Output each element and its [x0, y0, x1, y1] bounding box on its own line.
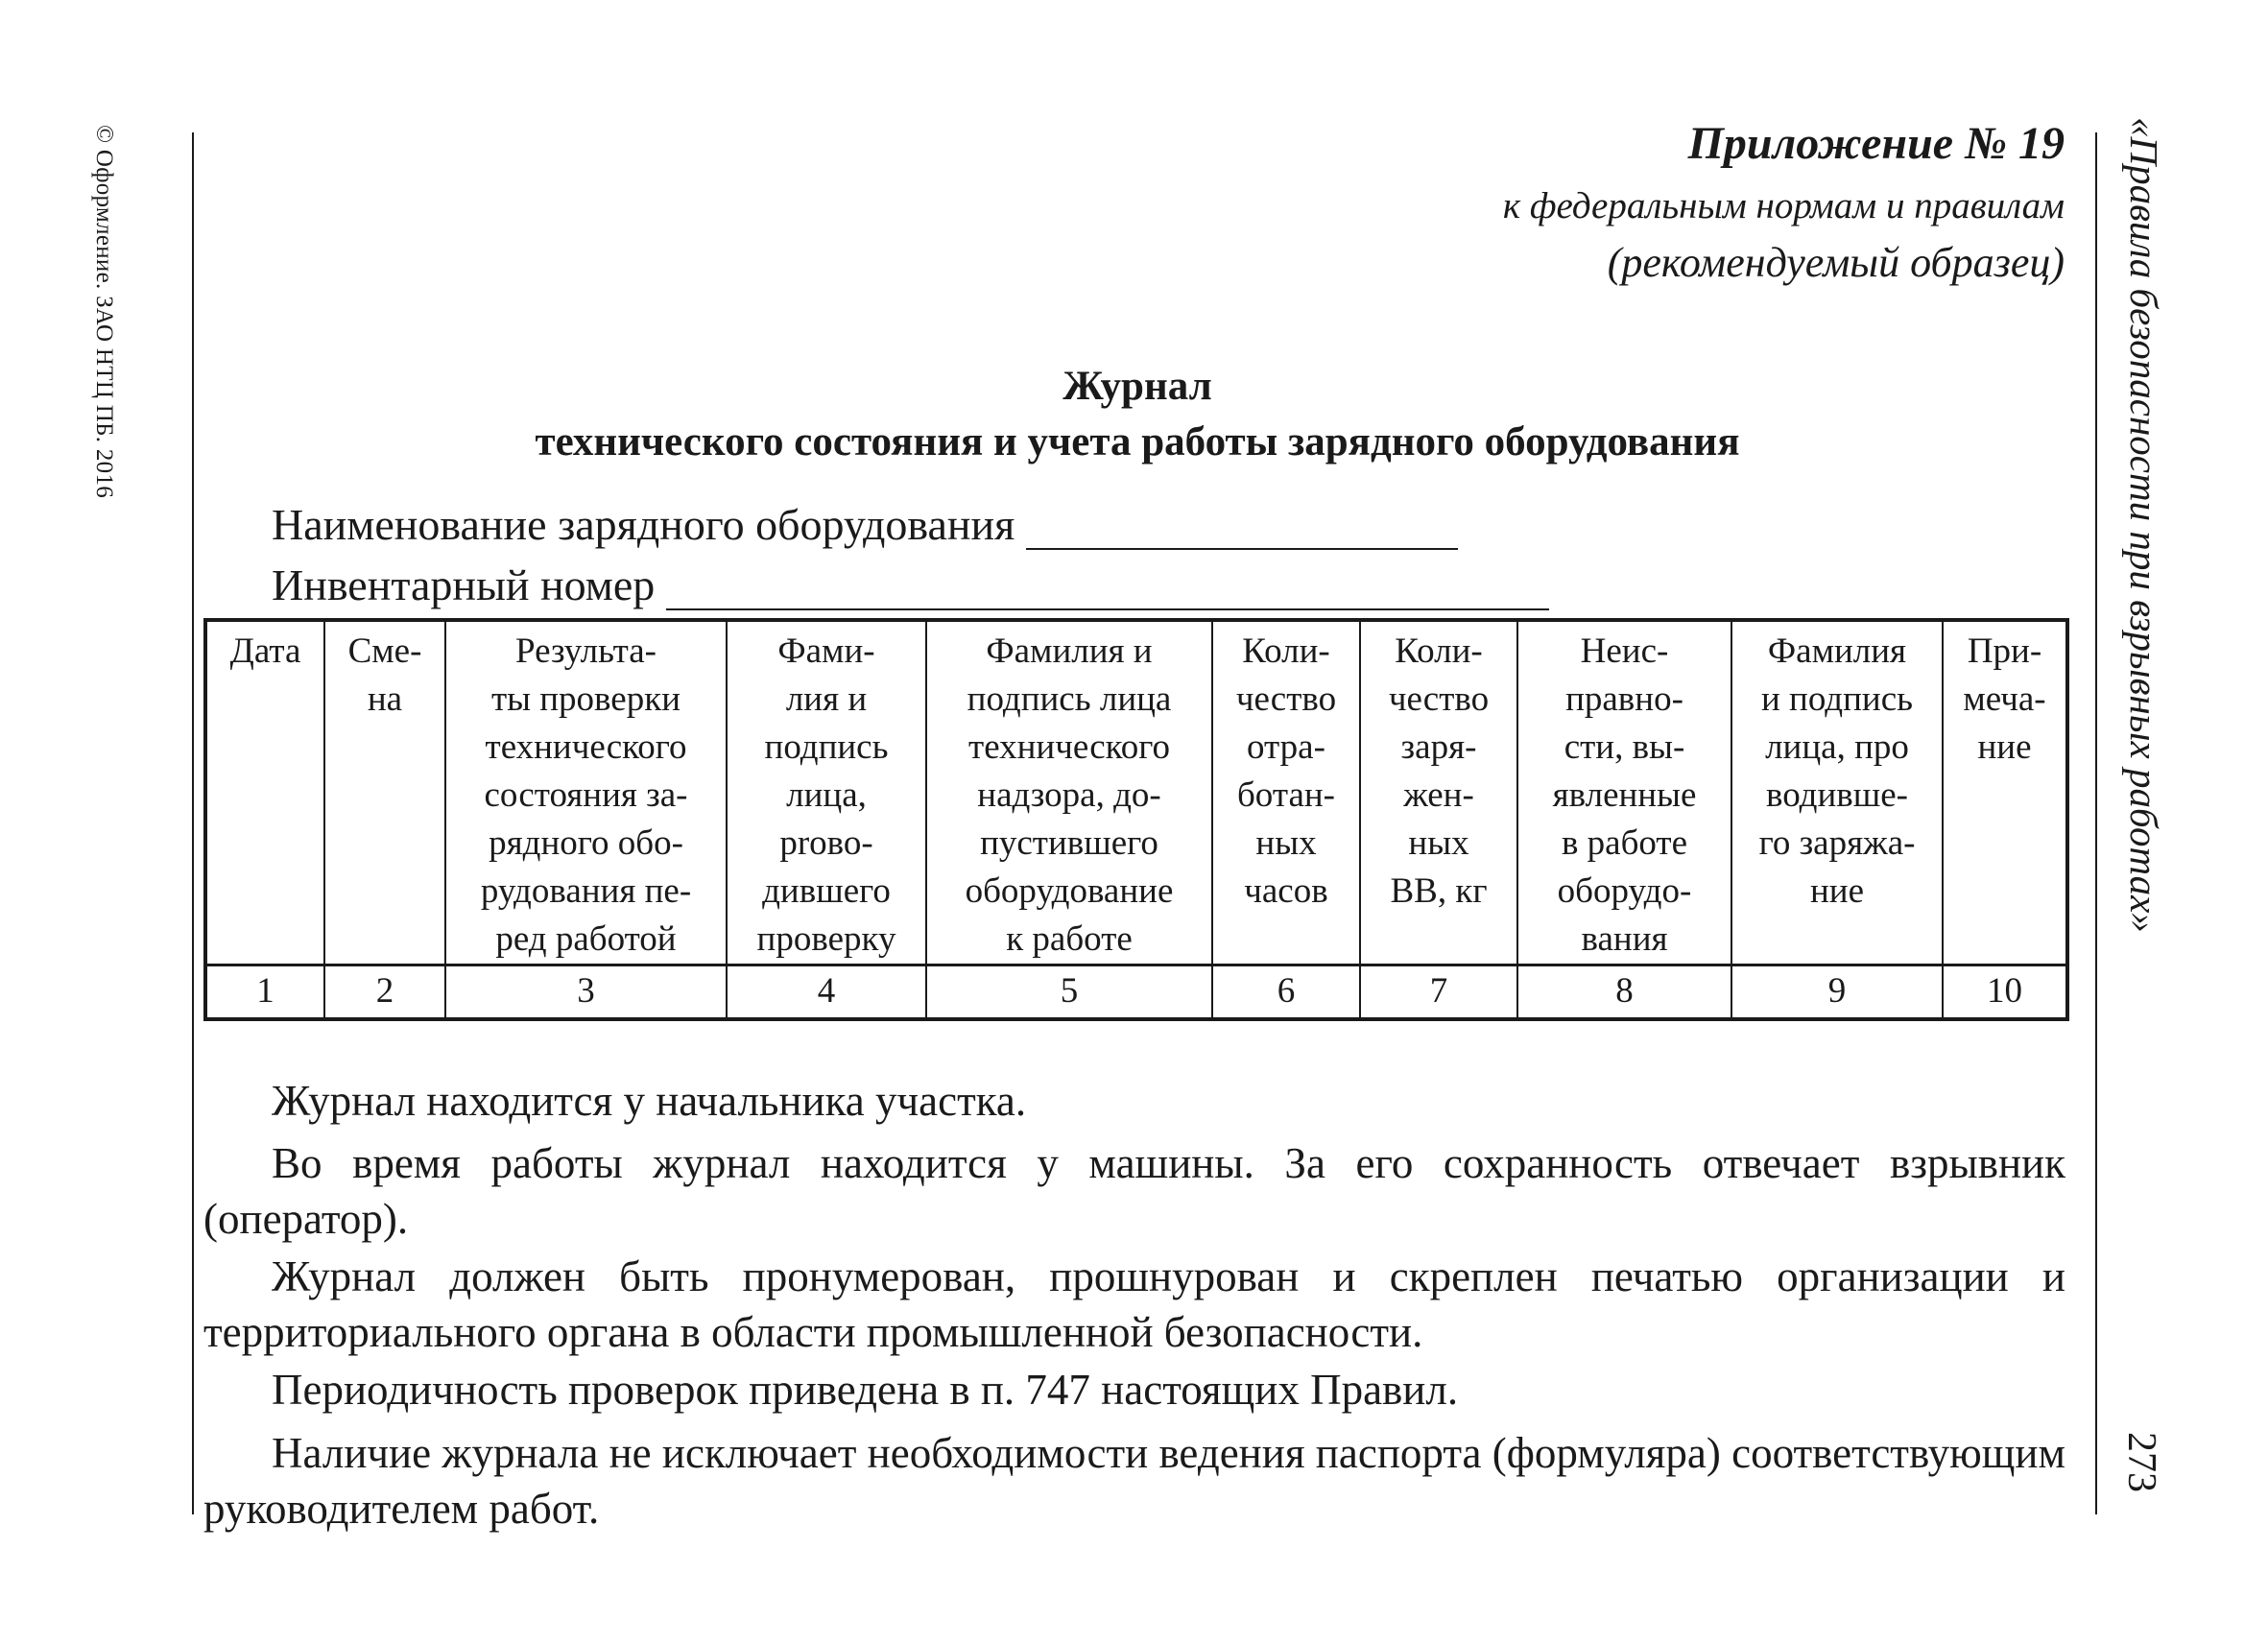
- left-margin-rule: [192, 132, 194, 1514]
- inventory-number-field: [272, 560, 1549, 610]
- column-number: 4: [727, 965, 926, 1019]
- appendix-sample-note: (рекомендуемый образец): [1607, 239, 2065, 286]
- column-number: 9: [1731, 965, 1943, 1019]
- paragraph-operator-responsibility: Во время работы журнал находится у машины. За его сохранность отвечает взрывник (оператор).: [203, 1139, 2065, 1243]
- header-check-results: Результа- ты проверки технического состояния за- рядного обо- рудования пе- ред работой: [445, 620, 727, 965]
- right-margin-rule: [2095, 132, 2097, 1514]
- header-date: Дата: [205, 620, 324, 965]
- table-header-row: [205, 620, 2067, 965]
- rules-title-side-text: «Правила безопасности при взрывных работах»: [2122, 117, 2166, 933]
- journal-table: [203, 618, 2069, 1021]
- header-hours-worked: Коли- чество отра- ботан- ных часов: [1212, 620, 1360, 965]
- column-number: 1: [205, 965, 324, 1019]
- header-inspector: Фами- лия и подпись лица, prово- дившего проверку: [727, 620, 926, 965]
- header-explosives-charged: Коли- чество заря- жен- ных ВВ, кг: [1360, 620, 1517, 965]
- paragraph-passport-note: Наличие журнала не исключает необходимости ведения паспорта (формуляра) соответствующим руководителем работ.: [203, 1429, 2065, 1533]
- column-number: 10: [1943, 965, 2067, 1019]
- paragraph-journal-location: Журнал находится у начальника участка.: [272, 1077, 1027, 1125]
- paragraph-check-periodicity: Периодичность проверок приведена в п. 747 настоящих Правил.: [272, 1366, 1459, 1414]
- inventory-number-blank-line: [666, 570, 1549, 610]
- column-number: 3: [445, 965, 727, 1019]
- copyright-side-text: © Оформление. ЗАО НТЦ ПБ. 2016: [91, 125, 117, 499]
- column-number: 6: [1212, 965, 1360, 1019]
- header-shift: Сме- на: [324, 620, 445, 965]
- journal-subtitle: технического состояния и учета работы зарядного оборудования: [535, 419, 1740, 465]
- header-supervisor: Фамилия и подпись лица технического надзора, до- пустившего оборудованиe к работе: [926, 620, 1212, 965]
- paragraph-numbering-sealing: Журнал должен быть пронумерован, прошнурован и скреплен печатью организации и территориального органа в области промышленной безопасности.: [203, 1252, 2065, 1356]
- inventory-number-label: Инвентарный номер: [272, 560, 656, 609]
- equipment-name-label: Наименование зарядного оборудования: [272, 500, 1015, 549]
- appendix-subtitle: к федеральным нормам и правилам: [1502, 185, 2065, 226]
- column-number: 7: [1360, 965, 1517, 1019]
- equipment-name-field: [272, 499, 1458, 550]
- page-number: 273: [2119, 1432, 2163, 1492]
- equipment-name-blank-line: [1026, 510, 1458, 550]
- appendix-title: Приложение № 19: [1687, 118, 2065, 169]
- column-number-row: [205, 965, 2067, 1019]
- journal-title: Журнал: [1062, 364, 1212, 409]
- header-malfunctions: Неис- правно- сти, вы- явленные в работе оборудо- вания: [1517, 620, 1731, 965]
- header-notes: При- меча- ние: [1943, 620, 2067, 965]
- column-number: 2: [324, 965, 445, 1019]
- column-number: 5: [926, 965, 1212, 1019]
- header-charging-person: Фамилия и подпись лица, про водивше- го заряжа- ние: [1731, 620, 1943, 965]
- column-number: 8: [1517, 965, 1731, 1019]
